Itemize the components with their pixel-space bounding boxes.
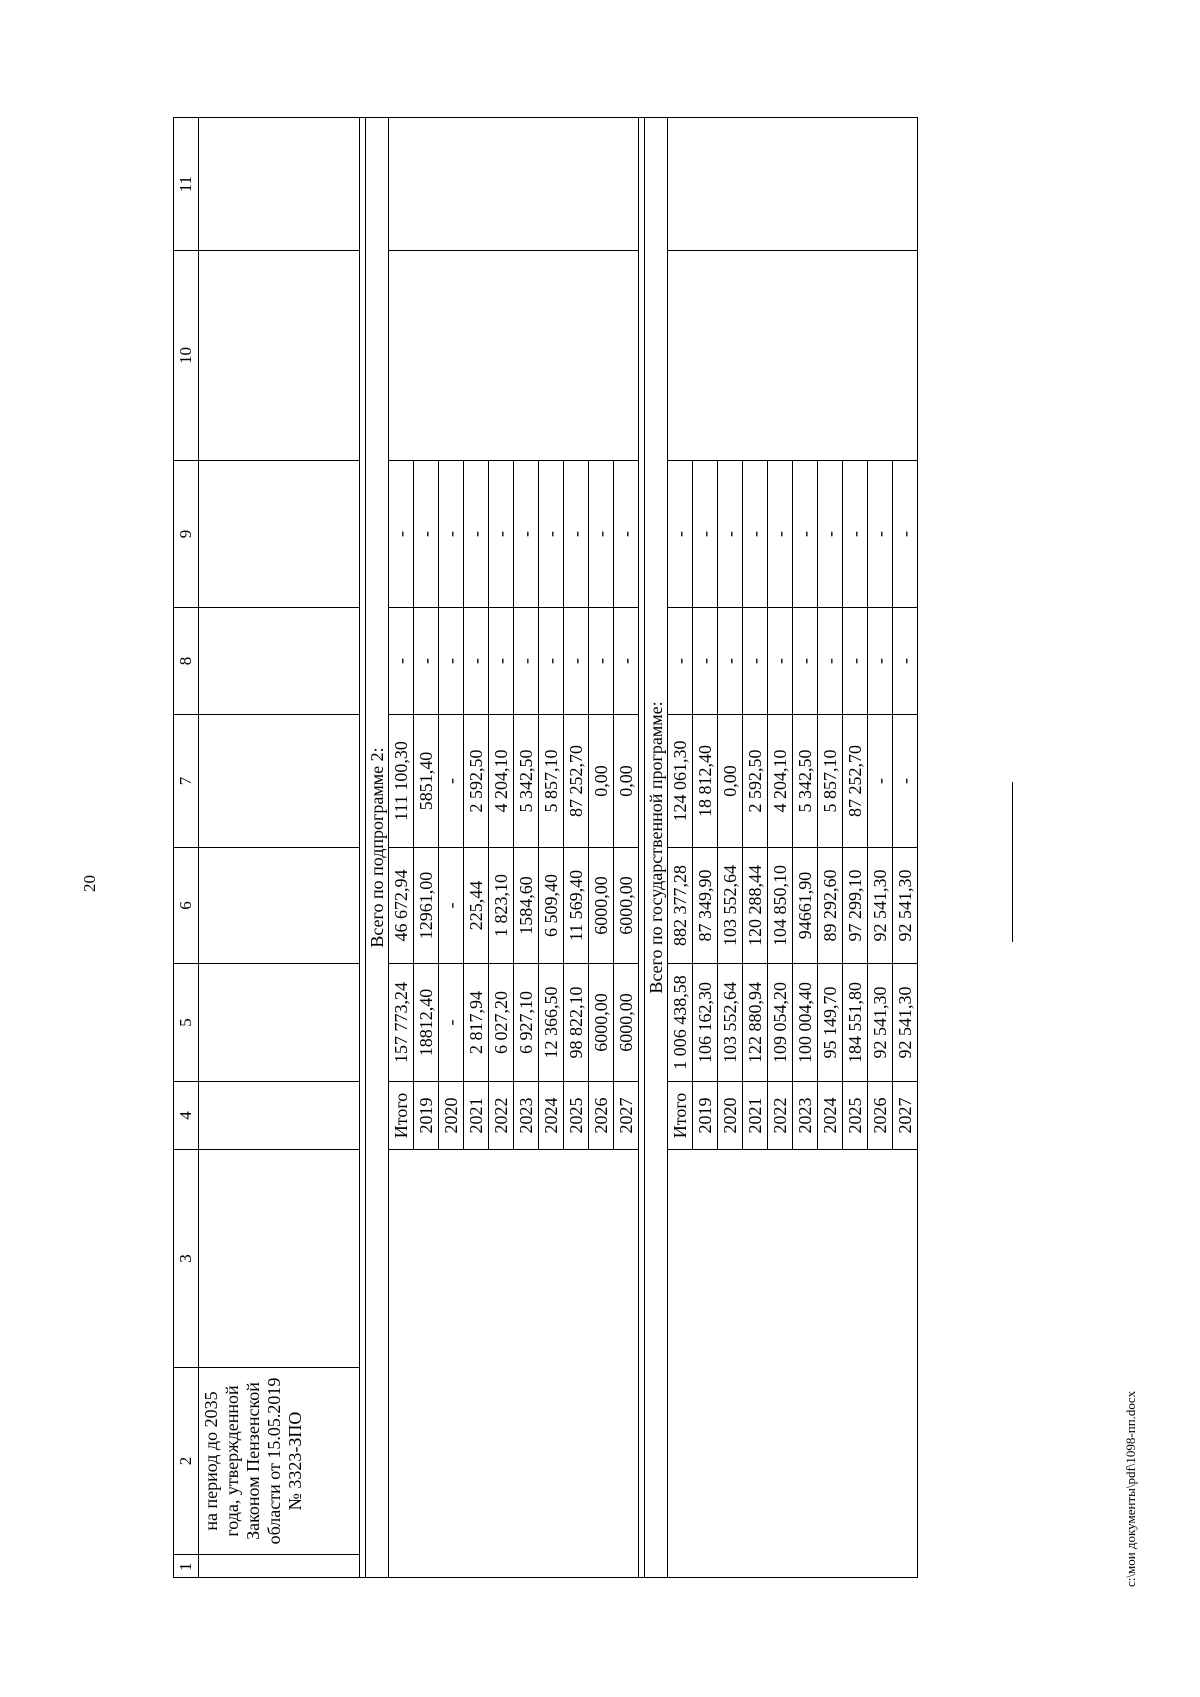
value-cell: -: [439, 848, 464, 964]
value-cell: -: [439, 608, 464, 715]
col10-cell: [668, 251, 918, 461]
value-cell: -: [589, 461, 614, 608]
value-cell: 5 342,50: [514, 715, 539, 848]
value-cell: 6 509,40: [539, 848, 564, 964]
value-cell: -: [414, 608, 439, 715]
continuation-row: [199, 118, 360, 1578]
empty-cell: [199, 251, 360, 461]
year-cell: 2027: [893, 1082, 918, 1150]
value-cell: 157 773,24: [389, 964, 414, 1082]
year-cell: 2022: [489, 1082, 514, 1150]
value-cell: 2 592,50: [464, 715, 489, 848]
year-cell: 2027: [614, 1082, 639, 1150]
value-cell: -: [514, 461, 539, 608]
empty-cell: [199, 715, 360, 848]
year-cell: 2019: [414, 1082, 439, 1150]
column-number: 2: [174, 1368, 199, 1555]
page-number: 20: [80, 875, 99, 892]
value-cell: -: [668, 461, 693, 608]
value-cell: 5 857,10: [539, 715, 564, 848]
value-cell: -: [893, 608, 918, 715]
value-cell: 124 061,30: [668, 715, 693, 848]
value-cell: 92 541,30: [893, 964, 918, 1082]
table-row: [668, 118, 693, 1578]
value-cell: -: [793, 461, 818, 608]
value-cell: 109 054,20: [768, 964, 793, 1082]
value-cell: -: [514, 608, 539, 715]
value-cell: -: [389, 608, 414, 715]
value-cell: 2 817,94: [464, 964, 489, 1082]
value-cell: 100 004,40: [793, 964, 818, 1082]
value-cell: 106 162,30: [693, 964, 718, 1082]
value-cell: 6000,00: [614, 848, 639, 964]
value-cell: -: [893, 461, 918, 608]
column-number: 11: [174, 118, 199, 251]
blank-cell: [668, 1150, 918, 1578]
section-title: Всего по подпрограмме 2:: [366, 118, 389, 1578]
value-cell: 103 552,64: [718, 848, 743, 964]
value-cell: 103 552,64: [718, 964, 743, 1082]
year-cell: Итого: [389, 1082, 414, 1150]
value-cell: -: [843, 461, 868, 608]
empty-cell: [199, 461, 360, 608]
value-cell: -: [718, 608, 743, 715]
value-cell: -: [439, 461, 464, 608]
year-cell: 2022: [768, 1082, 793, 1150]
value-cell: 92 541,30: [868, 848, 893, 964]
year-cell: 2024: [539, 1082, 564, 1150]
empty-cell: [199, 118, 360, 251]
program-name-cell: на период до 2035 года, утвержденной Законом Пензенской области от 15.05.2019 № 3323-ЗПО: [199, 1368, 360, 1555]
column-number: 9: [174, 461, 199, 608]
year-cell: 2023: [793, 1082, 818, 1150]
value-cell: 6000,00: [614, 964, 639, 1082]
column-number: 1: [174, 1555, 199, 1578]
value-cell: 12961,00: [414, 848, 439, 964]
empty-cell: [199, 848, 360, 964]
value-cell: -: [693, 461, 718, 608]
footer-path: c:\мои документы\pdf\1098-пп.docx: [1123, 1390, 1138, 1587]
empty-cell: [199, 1150, 360, 1368]
section-title-row: [645, 118, 668, 1578]
value-cell: 882 377,28: [668, 848, 693, 964]
value-cell: -: [868, 608, 893, 715]
value-cell: 2 592,50: [743, 715, 768, 848]
value-cell: -: [414, 461, 439, 608]
value-cell: 4 204,10: [489, 715, 514, 848]
col10-cell: [389, 251, 639, 461]
value-cell: 1 823,10: [489, 848, 514, 964]
value-cell: 92 541,30: [893, 848, 918, 964]
value-cell: -: [389, 461, 414, 608]
value-cell: 122 880,94: [743, 964, 768, 1082]
value-cell: -: [464, 608, 489, 715]
column-number: 7: [174, 715, 199, 848]
value-cell: -: [464, 461, 489, 608]
value-cell: -: [718, 461, 743, 608]
table-row: [389, 118, 414, 1578]
value-cell: 225,44: [464, 848, 489, 964]
year-cell: 2019: [693, 1082, 718, 1150]
financing-table: [173, 117, 918, 1578]
value-cell: 18812,40: [414, 964, 439, 1082]
separator-line: [1012, 782, 1013, 942]
value-cell: 1584,60: [514, 848, 539, 964]
value-cell: -: [564, 608, 589, 715]
value-cell: 5 857,10: [818, 715, 843, 848]
value-cell: -: [843, 608, 868, 715]
value-cell: -: [614, 608, 639, 715]
value-cell: 6 027,20: [489, 964, 514, 1082]
year-cell: 2021: [464, 1082, 489, 1150]
column-number-row: [174, 118, 199, 1578]
value-cell: 1 006 438,58: [668, 964, 693, 1082]
value-cell: -: [743, 461, 768, 608]
value-cell: 0,00: [614, 715, 639, 848]
value-cell: 0,00: [718, 715, 743, 848]
empty-cell: [199, 964, 360, 1082]
value-cell: 6000,00: [589, 964, 614, 1082]
value-cell: -: [743, 608, 768, 715]
value-cell: 87 252,70: [843, 715, 868, 848]
empty-cell: [199, 608, 360, 715]
value-cell: 6000,00: [589, 848, 614, 964]
value-cell: -: [768, 608, 793, 715]
column-number: 8: [174, 608, 199, 715]
value-cell: -: [668, 608, 693, 715]
column-number: 4: [174, 1082, 199, 1150]
value-cell: 5851,40: [414, 715, 439, 848]
column-number: 3: [174, 1150, 199, 1368]
value-cell: 184 551,80: [843, 964, 868, 1082]
value-cell: 12 366,50: [539, 964, 564, 1082]
column-number: 5: [174, 964, 199, 1082]
value-cell: 6 927,10: [514, 964, 539, 1082]
value-cell: 0,00: [589, 715, 614, 848]
value-cell: 111 100,30: [389, 715, 414, 848]
value-cell: -: [439, 964, 464, 1082]
empty-cell: [199, 1082, 360, 1150]
col11-cell: [389, 118, 639, 251]
value-cell: -: [893, 715, 918, 848]
value-cell: 18 812,40: [693, 715, 718, 848]
column-number: 10: [174, 251, 199, 461]
value-cell: -: [589, 608, 614, 715]
section-title: Всего по государственной программе:: [645, 118, 668, 1578]
col11-cell: [668, 118, 918, 251]
value-cell: -: [489, 461, 514, 608]
value-cell: 89 292,60: [818, 848, 843, 964]
year-cell: 2023: [514, 1082, 539, 1150]
value-cell: 104 850,10: [768, 848, 793, 964]
year-cell: 2026: [868, 1082, 893, 1150]
value-cell: -: [768, 461, 793, 608]
value-cell: 95 149,70: [818, 964, 843, 1082]
value-cell: -: [539, 608, 564, 715]
value-cell: -: [539, 461, 564, 608]
value-cell: 94661,90: [793, 848, 818, 964]
value-cell: -: [439, 715, 464, 848]
value-cell: -: [818, 461, 843, 608]
value-cell: -: [868, 461, 893, 608]
column-number: 6: [174, 848, 199, 964]
value-cell: 92 541,30: [868, 964, 893, 1082]
value-cell: -: [564, 461, 589, 608]
year-cell: 2025: [843, 1082, 868, 1150]
empty-cell: [199, 1555, 360, 1578]
year-cell: 2020: [439, 1082, 464, 1150]
year-cell: 2025: [564, 1082, 589, 1150]
section-title-row: [366, 118, 389, 1578]
value-cell: -: [818, 608, 843, 715]
value-cell: -: [793, 608, 818, 715]
value-cell: -: [868, 715, 893, 848]
year-cell: 2026: [589, 1082, 614, 1150]
year-cell: 2024: [818, 1082, 843, 1150]
value-cell: 98 822,10: [564, 964, 589, 1082]
value-cell: 87 349,90: [693, 848, 718, 964]
value-cell: 87 252,70: [564, 715, 589, 848]
value-cell: 97 299,10: [843, 848, 868, 964]
value-cell: -: [693, 608, 718, 715]
value-cell: -: [614, 461, 639, 608]
year-cell: 2020: [718, 1082, 743, 1150]
value-cell: 11 569,40: [564, 848, 589, 964]
year-cell: Итого: [668, 1082, 693, 1150]
value-cell: 4 204,10: [768, 715, 793, 848]
blank-cell: [389, 1150, 639, 1578]
value-cell: 5 342,50: [793, 715, 818, 848]
value-cell: -: [489, 608, 514, 715]
value-cell: 120 288,44: [743, 848, 768, 964]
year-cell: 2021: [743, 1082, 768, 1150]
value-cell: 46 672,94: [389, 848, 414, 964]
